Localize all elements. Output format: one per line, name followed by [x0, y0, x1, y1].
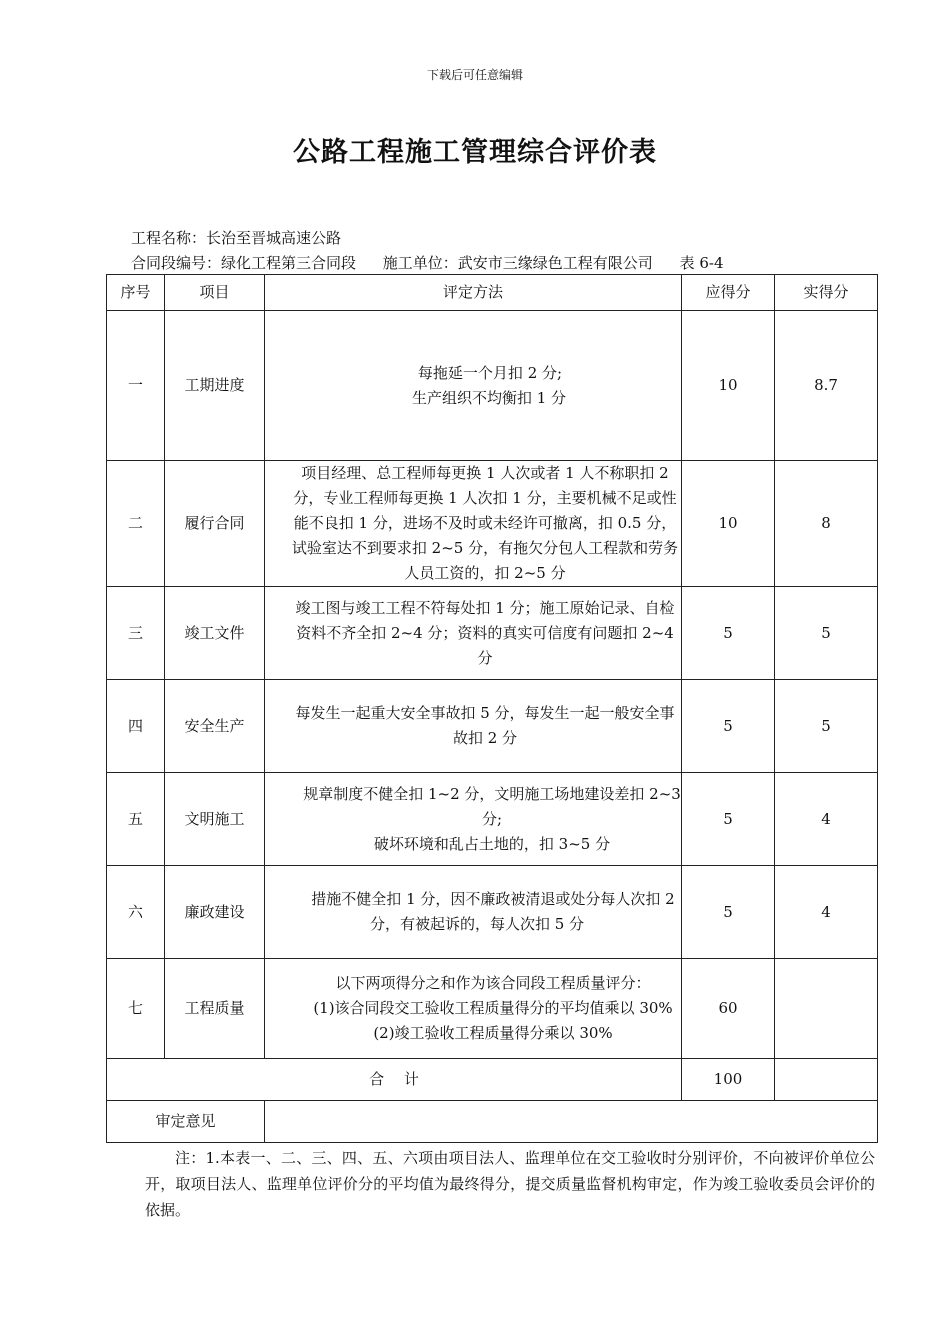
row-no: 三: [107, 587, 165, 680]
table-row: [107, 866, 878, 959]
row-item: 竣工文件: [165, 587, 265, 680]
method-line: 规章制度不健全扣 1~2 分，文明施工场地建设差扣 2~3 分;: [303, 784, 681, 828]
row-item: 工程质量: [165, 959, 265, 1059]
review-row: [107, 1101, 878, 1143]
row-actual-score: 4: [775, 866, 878, 959]
evaluation-table: [106, 274, 878, 1143]
row-actual-score: 4: [775, 773, 878, 866]
row-full-score: 5: [682, 680, 775, 773]
row-item: 工期进度: [165, 311, 265, 461]
col-header-item: 项目: [165, 275, 265, 311]
col-header-actual: 实得分: [775, 275, 878, 311]
col-header-no: 序号: [107, 275, 165, 311]
method-line: 以下两项得分之和作为该合同段工程质量评分：: [335, 974, 651, 992]
total-full-score: 100: [682, 1059, 775, 1101]
method-line: 生产组织不均衡扣 1 分: [411, 388, 567, 407]
table-header-row: [107, 275, 878, 311]
row-item: 文明施工: [165, 773, 265, 866]
row-no: 一: [107, 311, 165, 461]
page-title: 公路工程施工管理综合评价表: [293, 137, 657, 168]
row-full-score: 5: [682, 587, 775, 680]
total-row: [107, 1059, 878, 1101]
col-header-full: 应得分: [682, 275, 775, 311]
table-row: [107, 311, 878, 461]
table-no: 表 6-4: [679, 254, 724, 272]
row-full-score: 10: [682, 311, 775, 461]
row-actual-score: 5: [775, 680, 878, 773]
row-full-score: 5: [682, 773, 775, 866]
table-row: [107, 773, 878, 866]
method-line: 每拖延一个月扣 2 分;: [417, 363, 563, 382]
row-method: [265, 773, 682, 866]
footnote: 注：1.本表一、二、三、四、五、六项由项目法人、监理单位在交工验收时分别评价，不向被评价单位公开，取项目法人、监理单位评价分的平均值为最终得分，提交质量监督机构审定，作为竣工验收委员会评价的依据。: [145, 1149, 875, 1219]
row-item: 履行合同: [165, 461, 265, 587]
row-no: 七: [107, 959, 165, 1059]
row-method: 项目经理、总工程师每更换 1 人次或者 1 人不称职扣 2 分，专业工程师每更换 1 人次扣 1 分，主要机械不足或性能不良扣 1 分，进场不及时或未经许可撤离，扣 0.5 分，试验室达不到要求扣 2~5 分，有拖欠分包人工程款和劳务人员工资的，扣 2~5 分: [265, 461, 682, 587]
row-method: 竣工图与竣工工程不符每处扣 1 分；施工原始记录、自检资料不齐全扣 2~4 分；资料的真实可信度有问题扣 2~4 分: [265, 587, 682, 680]
header-note: 下载后可任意编辑: [426, 68, 523, 82]
row-full-score: 60: [682, 959, 775, 1059]
row-item: 安全生产: [165, 680, 265, 773]
review-value: [265, 1101, 878, 1143]
project-name: 工程名称：长治至晋城高速公路: [131, 229, 342, 247]
row-full-score: 5: [682, 866, 775, 959]
row-item: 廉政建设: [165, 866, 265, 959]
contractor: 施工单位：武安市三缘绿色工程有限公司: [382, 254, 653, 272]
contract-info-line: [131, 252, 746, 273]
total-actual-score: [775, 1059, 878, 1101]
row-actual-score: 5: [775, 587, 878, 680]
col-header-method: 评定方法: [265, 275, 682, 311]
table-row: [107, 587, 878, 680]
contract-no: 合同段编号：绿化工程第三合同段: [131, 254, 357, 272]
review-label: 审定意见: [107, 1101, 265, 1143]
row-method: [265, 959, 682, 1059]
table-row: [107, 461, 878, 587]
method-line: (1)该合同段交工验收工程质量得分的平均值乘以 30%: [313, 999, 673, 1017]
row-no: 五: [107, 773, 165, 866]
row-method: 每发生一起重大安全事故扣 5 分，每发生一起一般安全事故扣 2 分: [265, 680, 682, 773]
row-actual-score: [775, 959, 878, 1059]
total-label: 合 计: [107, 1059, 682, 1101]
row-no: 六: [107, 866, 165, 959]
table-row: [107, 959, 878, 1059]
row-no: 四: [107, 680, 165, 773]
method-line: 破坏环境和乱占土地的，扣 3~5 分: [373, 834, 611, 853]
row-method: [265, 311, 682, 461]
row-actual-score: 8.7: [775, 311, 878, 461]
row-no: 二: [107, 461, 165, 587]
row-actual-score: 8: [775, 461, 878, 587]
row-full-score: 10: [682, 461, 775, 587]
method-line: (2)竣工验收工程质量得分乘以 30%: [373, 1024, 613, 1042]
row-method: 措施不健全扣 1 分，因不廉政被清退或处分每人次扣 2 分，有被起诉的，每人次扣 5 分: [265, 866, 682, 959]
table-row: [107, 680, 878, 773]
